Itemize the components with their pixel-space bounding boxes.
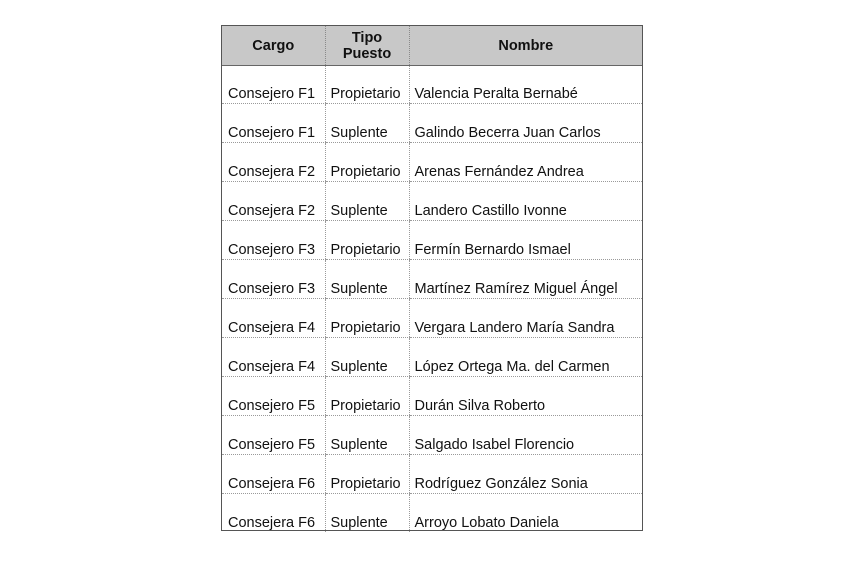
cell-tipo-puesto [325, 104, 409, 143]
cell-tipo-puesto [325, 66, 409, 104]
cell-cargo [222, 455, 325, 494]
cell-cargo-text: Consejero F1 [228, 86, 316, 102]
cell-tipo-puesto [325, 494, 409, 533]
cell-tipo-puesto [325, 416, 409, 455]
table-row [222, 299, 642, 338]
cell-nombre-text: Galindo Becerra Juan Carlos [414, 125, 601, 141]
table-row [222, 104, 642, 143]
cell-cargo-text: Consejero F3 [228, 281, 316, 297]
council-table-container [221, 25, 643, 531]
cell-nombre-text: Salgado Isabel Florencio [414, 437, 575, 453]
cell-nombre-text: Valencia Peralta Bernabé [414, 86, 578, 102]
cell-tipo-puesto-text: Suplente [330, 203, 388, 219]
table-row [222, 260, 642, 299]
header-tipo-line2: Puesto [342, 45, 392, 62]
cell-cargo [222, 377, 325, 416]
cell-cargo-text: Consejera F6 [228, 515, 316, 531]
cell-nombre-text: Landero Castillo Ivonne [414, 203, 567, 219]
cell-tipo-puesto-text: Propietario [330, 242, 401, 258]
cell-cargo-text: Consejero F1 [228, 125, 316, 141]
cell-cargo [222, 66, 325, 104]
cell-nombre-text: Durán Silva Roberto [414, 398, 546, 414]
cell-cargo [222, 494, 325, 533]
cell-nombre [409, 104, 642, 143]
cell-cargo [222, 416, 325, 455]
cell-cargo [222, 299, 325, 338]
cell-tipo-puesto [325, 299, 409, 338]
cell-tipo-puesto-text: Propietario [330, 320, 401, 336]
cell-cargo-text: Consejera F2 [228, 164, 316, 180]
cell-nombre [409, 377, 642, 416]
cell-tipo-puesto-text: Suplente [330, 437, 388, 453]
table-row [222, 494, 642, 533]
table-row [222, 338, 642, 377]
header-cargo: Cargo [222, 26, 325, 66]
table-row [222, 182, 642, 221]
cell-nombre [409, 182, 642, 221]
cell-nombre [409, 299, 642, 338]
cell-cargo-text: Consejero F3 [228, 242, 316, 258]
cell-cargo [222, 143, 325, 182]
cell-cargo [222, 260, 325, 299]
table-header [222, 26, 642, 66]
cell-nombre-text: Vergara Landero María Sandra [414, 320, 615, 336]
cell-tipo-puesto-text: Suplente [330, 281, 388, 297]
cell-nombre [409, 455, 642, 494]
cell-nombre [409, 338, 642, 377]
cell-cargo [222, 104, 325, 143]
header-row [222, 26, 642, 66]
cell-tipo-puesto [325, 338, 409, 377]
header-nombre: Nombre [409, 26, 642, 66]
cell-cargo [222, 182, 325, 221]
table-body [222, 66, 642, 533]
council-table [222, 26, 642, 532]
cell-nombre [409, 494, 642, 533]
cell-nombre-text: López Ortega Ma. del Carmen [414, 359, 610, 375]
cell-cargo [222, 338, 325, 377]
cell-tipo-puesto [325, 260, 409, 299]
cell-nombre-text: Rodríguez González Sonia [414, 476, 588, 492]
cell-nombre-text: Martínez Ramírez Miguel Ángel [414, 281, 618, 297]
cell-tipo-puesto-text: Suplente [330, 125, 388, 141]
cell-tipo-puesto-text: Propietario [330, 476, 401, 492]
cell-tipo-puesto-text: Suplente [330, 359, 388, 375]
table-row [222, 66, 642, 104]
table-row [222, 416, 642, 455]
cell-nombre [409, 260, 642, 299]
cell-nombre [409, 143, 642, 182]
cell-cargo-text: Consejera F2 [228, 203, 316, 219]
table-row [222, 221, 642, 260]
cell-tipo-puesto [325, 143, 409, 182]
cell-tipo-puesto [325, 182, 409, 221]
cell-tipo-puesto [325, 377, 409, 416]
cell-nombre-text: Arroyo Lobato Daniela [414, 515, 559, 531]
cell-nombre [409, 66, 642, 104]
cell-cargo-text: Consejera F4 [228, 320, 316, 336]
cell-tipo-puesto-text: Propietario [330, 86, 401, 102]
table-row [222, 455, 642, 494]
cell-nombre [409, 221, 642, 260]
cell-nombre [409, 416, 642, 455]
cell-tipo-puesto [325, 455, 409, 494]
cell-nombre-text: Fermín Bernardo Ismael [414, 242, 571, 258]
table-row [222, 377, 642, 416]
cell-tipo-puesto-text: Suplente [330, 515, 388, 531]
header-tipo-puesto [325, 26, 409, 66]
cell-cargo-text: Consejera F6 [228, 476, 316, 492]
cell-cargo [222, 221, 325, 260]
cell-tipo-puesto [325, 221, 409, 260]
table-row [222, 143, 642, 182]
cell-cargo-text: Consejero F5 [228, 398, 316, 414]
cell-tipo-puesto-text: Propietario [330, 164, 401, 180]
header-tipo-line1: Tipo [351, 29, 383, 46]
cell-tipo-puesto-text: Propietario [330, 398, 401, 414]
cell-cargo-text: Consejera F4 [228, 359, 316, 375]
cell-cargo-text: Consejero F5 [228, 437, 316, 453]
cell-nombre-text: Arenas Fernández Andrea [414, 164, 584, 180]
